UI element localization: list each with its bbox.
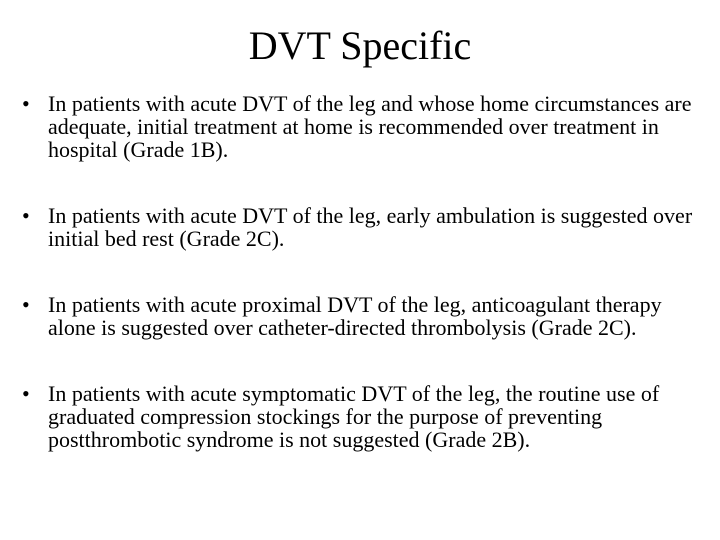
bullet-text: In patients with acute symptomatic DVT of the leg, the routine use of graduated compression stockings for the purpose of preventing postthrombotic syndrome is not suggested (Grade 2B). <box>48 381 660 452</box>
bullet-icon: • <box>22 203 30 228</box>
bullet-text: In patients with acute DVT of the leg, early ambulation is suggested over initial bed rest (Grade 2C). <box>48 203 693 251</box>
bullet-text: In patients with acute proximal DVT of the leg, anticoagulant therapy alone is suggested over catheter-directed thrombolysis (Grade 2C). <box>48 292 662 340</box>
bullet-list <box>22 92 712 494</box>
bullet-text: In patients with acute DVT of the leg and whose home circumstances are adequate, initial treatment at home is recommended over treatment in hospital (Grade 1B). <box>48 91 692 162</box>
bullet-icon: • <box>22 292 30 317</box>
bullet-item-4 <box>22 382 712 451</box>
slide-title: DVT Specific <box>248 23 472 68</box>
bullet-item-2 <box>22 204 712 250</box>
bullet-item-1 <box>22 92 712 161</box>
bullet-icon: • <box>22 91 30 116</box>
bullet-icon: • <box>22 381 30 406</box>
bullet-item-3 <box>22 293 712 339</box>
